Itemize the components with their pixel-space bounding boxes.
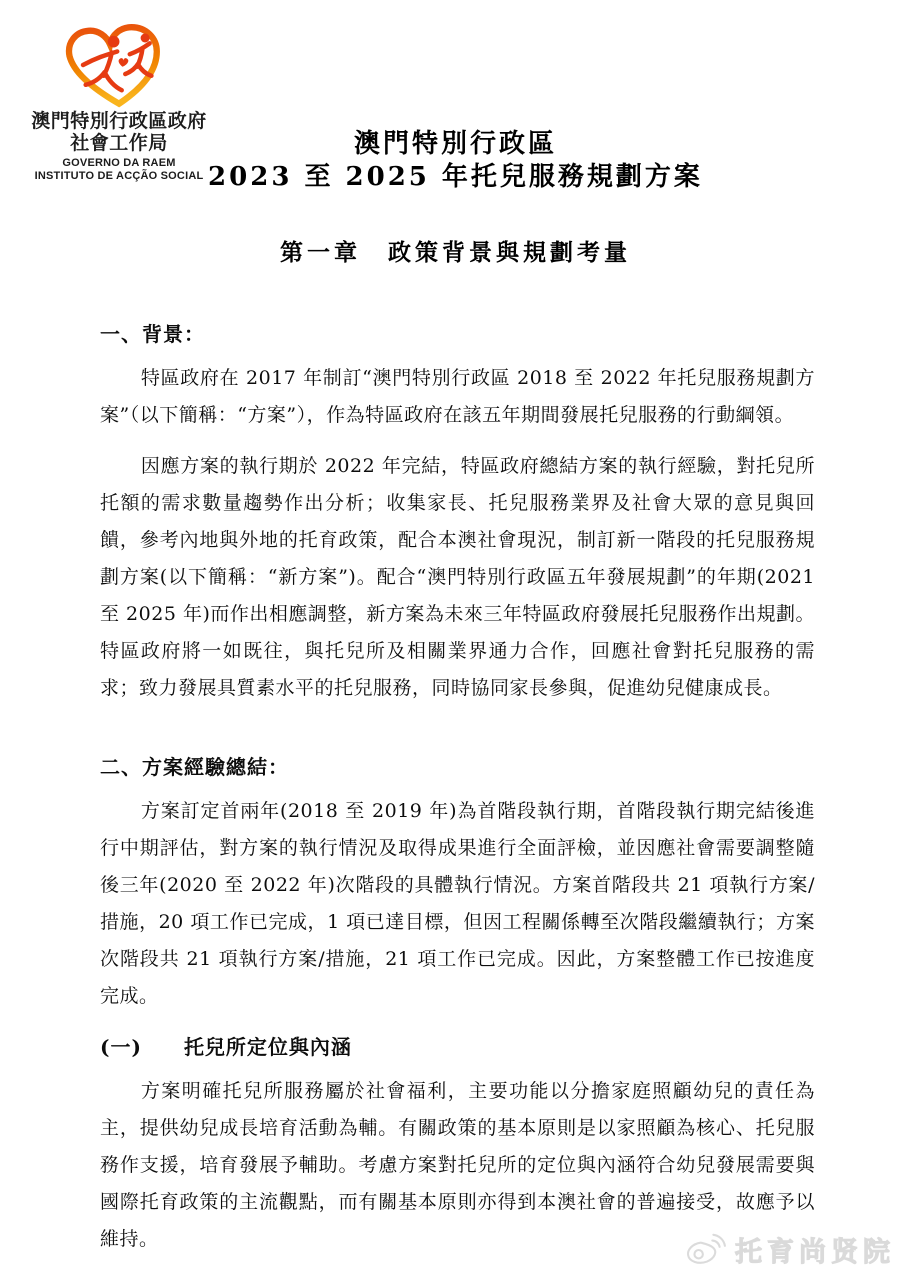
ias-logo-block (26, 20, 212, 183)
org-name-pt-line1: GOVERNO DA RAEM (62, 157, 176, 169)
watermark (685, 1230, 895, 1269)
org-name-zh-line1: 澳門特別行政區政府 (31, 110, 207, 132)
subsection-number: (一) (100, 1035, 142, 1059)
paragraph-summary-1: 方案訂定首兩年(2018 至 2019 年)為首階段執行期，首階段執行期完結後進行中期評估，對方案的執行情況及取得成果進行全面評檢，並因應社會需要調整隨後三年(2020 至 2022 年)次階段的具體執行情況。方案首階段共 21 項執行方案/措施，20 項工作已完成，1 項已達目標，但因工程關係轉至次階段繼續執行；方案次階段共 21 項執行方案/措施，21 項工作已完成。因此，方案整體工作已按進度完成。 (100, 800, 815, 1007)
chapter-heading: 第一章 政策背景與規劃考量 (280, 239, 631, 266)
subsection-title: 托兒所定位與內涵 (183, 1035, 352, 1059)
paragraph-background-2: 因應方案的執行期於 2022 年完結，特區政府總結方案的執行經驗，對托兒所托額的需求數量趨勢作出分析；收集家長、托兒服務業界及社會大眾的意見與回饋，參考內地與外地的托育政策，配合本澳社會現況，制訂新一階段的托兒服務規劃方案(以下簡稱：“新方案”)。配合“澳門特別行政區五年發展規劃”的年期(2021 至 2025 年)而作出相應調整，新方案為未來三年特區政府發展托兒服務作出規劃。特區政府將一如既往，與托兒所及相關業界通力合作，回應社會對托兒服務的需求；致力發展具質素水平的托兒服務，同時協同家長參與，促進幼兒健康成長。 (100, 455, 815, 699)
org-name-zh-line2: 社會工作局 (70, 132, 168, 154)
paragraph-positioning-1: 方案明確托兒所服務屬於社會福利，主要功能以分擔家庭照顧幼兒的責任為主，提供幼兒成長培育活動為輔。有關政策的基本原則是以家照顧為核心、托兒服務作支援，培育發展予輔助。考慮方案對托兒所的定位與內涵符合幼兒發展需要與國際托育政策的主流觀點，而有關基本原則亦得到本澳社會的普遍接受，故應予以維持。 (100, 1080, 815, 1250)
watermark-text: 托育尚贤院 (735, 1237, 895, 1268)
weibo-icon (685, 1233, 727, 1267)
document-title-line2: 2023 至 2025 年托兒服務規劃方案 (208, 162, 703, 192)
org-name-pt-line2: INSTITUTO DE ACÇÃO SOCIAL (34, 170, 204, 182)
document-body (100, 322, 815, 1258)
document-title-line1: 澳門特別行政區 (353, 129, 557, 159)
heart-logo-icon (56, 20, 182, 110)
section-heading-background: 一、背景： (100, 322, 205, 346)
paragraph-background-1: 特區政府在 2017 年制訂“澳門特別行政區 2018 至 2022 年托兒服務規劃方案”（以下簡稱：“方案”），作為特區政府在該五年期間發展托兒服務的行動綱領。 (100, 367, 815, 426)
section-heading-summary: 二、方案經驗總結： (100, 755, 289, 779)
subsection-heading (100, 1035, 815, 1059)
